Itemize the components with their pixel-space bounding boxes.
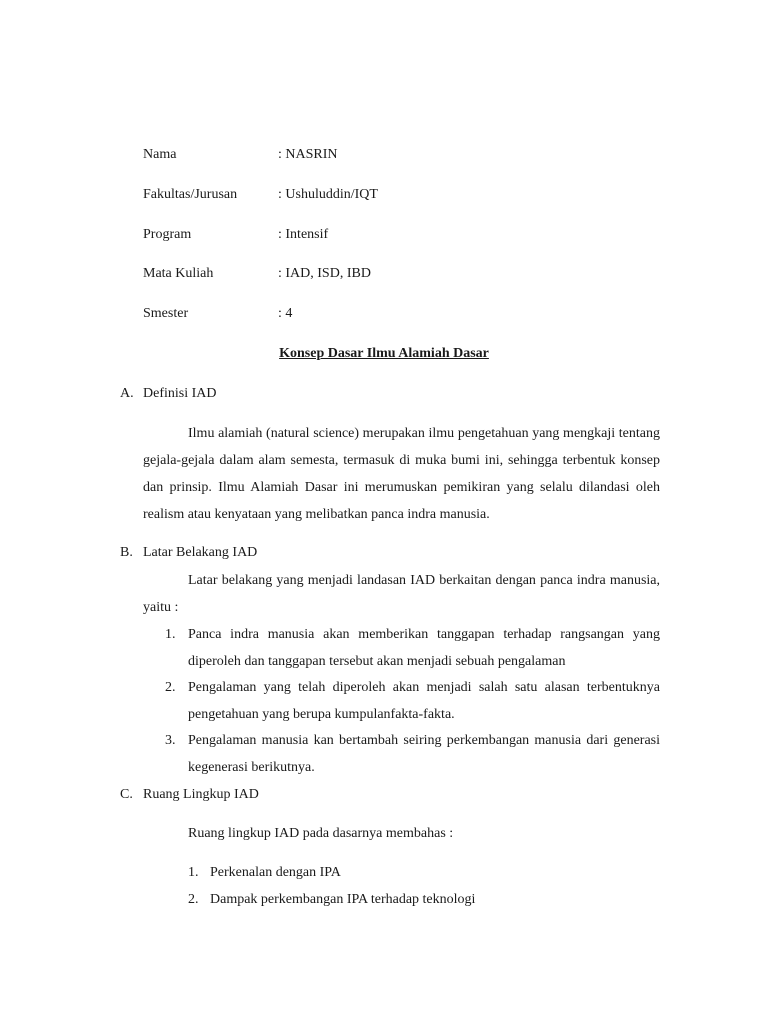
info-value: : Ushuluddin/IQT [278, 187, 378, 202]
list-number: 2. [165, 680, 176, 695]
section-title: Latar Belakang IAD [143, 545, 258, 560]
info-value: : 4 [278, 306, 293, 321]
list-number: 2. [188, 892, 199, 907]
list-number: 1. [188, 865, 199, 880]
list-item [165, 674, 660, 728]
info-value: : IAD, ISD, IBD [278, 266, 371, 281]
info-label: Smester [143, 306, 189, 321]
section-b-heading [120, 543, 257, 563]
list-text: Pengalaman manusia kan bertambah seiring perkembangan manusia dari generasi kegenerasi berikutnya. [188, 733, 660, 775]
section-letter: A. [120, 386, 134, 401]
section-a-heading [120, 384, 217, 404]
info-label: Fakultas/Jurusan [143, 187, 238, 202]
list-item [188, 890, 475, 910]
info-label: Program [143, 227, 192, 242]
list-item [165, 727, 660, 781]
list-text: Perkenalan dengan IPA [210, 865, 341, 880]
info-label: Nama [143, 147, 177, 162]
list-item [188, 863, 341, 883]
section-title: Ruang Lingkup IAD [143, 787, 259, 802]
list-text: Dampak perkembangan IPA terhadap teknologi [210, 892, 476, 907]
list-number: 3. [165, 733, 176, 748]
section-letter: B. [120, 545, 133, 560]
section-letter: C. [120, 787, 133, 802]
section-a-paragraph: Ilmu alamiah (natural science) merupakan ilmu pengetahuan yang mengkaji tentang gejala-gejala dalam alam semesta, termasuk di muka bumi ini, sehingga terbentuk konsep dan prinsip. Ilmu Alamiah Dasar ini merumuskan pemikiran yang selalu dilandasi oleh realism atau kenyataan yang melibatkan panca indra manusia. [143, 426, 660, 522]
info-value: : Intensif [278, 227, 329, 242]
list-item [165, 621, 660, 675]
info-value: : NASRIN [278, 147, 338, 162]
document-title: Konsep Dasar Ilmu Alamiah Dasar [279, 346, 489, 361]
list-text: Panca indra manusia akan memberikan tanggapan terhadap rangsangan yang diperoleh dan tanggapan tersebut akan menjadi sebuah pengalaman [188, 627, 660, 669]
info-label: Mata Kuliah [143, 266, 214, 281]
list-text: Pengalaman yang telah diperoleh akan menjadi salah satu alasan terbentuknya pengetahuan yang berupa kumpulanfakta-fakta. [188, 680, 660, 722]
section-title: Definisi IAD [143, 386, 217, 401]
section-c-intro: Ruang lingkup IAD pada dasarnya membahas : [188, 826, 454, 841]
list-number: 1. [165, 627, 176, 642]
section-b-paragraph: Latar belakang yang menjadi landasan IAD berkaitan dengan panca indra manusia, yaitu : [143, 573, 660, 615]
section-c-heading [120, 785, 259, 805]
